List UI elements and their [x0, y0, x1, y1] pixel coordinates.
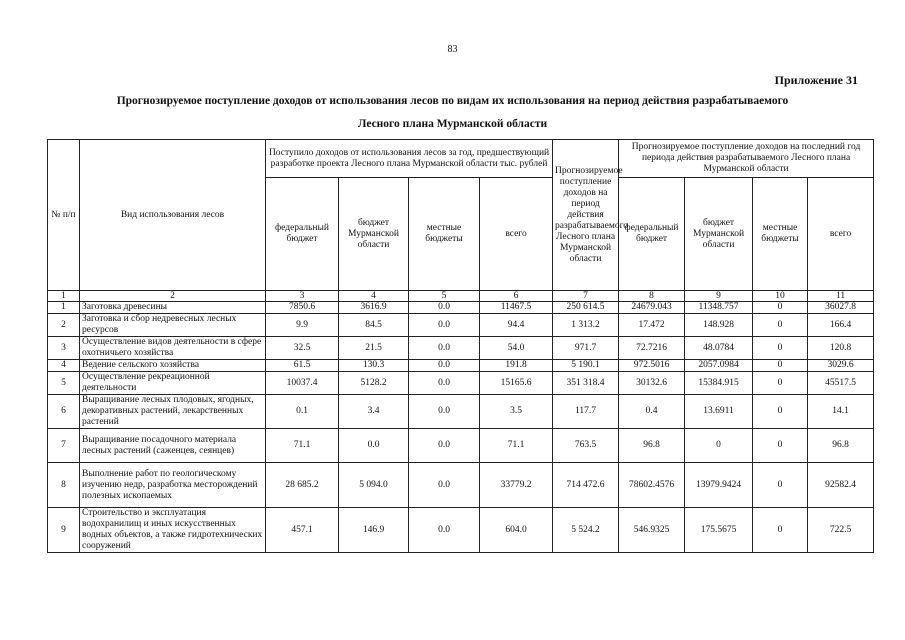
- row-name: Строительство и эксплуатация водохранилищ и иных искусственных водных объектов, а также гидротехнических сооружений: [80, 508, 266, 553]
- cell-value: 3.4: [339, 395, 409, 429]
- row-number: 7: [48, 429, 80, 463]
- cell-value: 120.8: [808, 337, 874, 360]
- cell-value: 0.0: [409, 463, 480, 508]
- table-row: [48, 395, 874, 429]
- column-number: 11: [808, 291, 874, 302]
- cell-value: 30132.6: [619, 372, 685, 395]
- cell-value: 33779.2: [480, 463, 553, 508]
- cell-value: 71.1: [480, 429, 553, 463]
- cell-value: 0.0: [409, 337, 480, 360]
- cell-value: 0.0: [339, 429, 409, 463]
- cell-value: 21.5: [339, 337, 409, 360]
- cell-value: 148.928: [685, 314, 753, 337]
- cell-value: 1 313.2: [553, 314, 619, 337]
- cell-value: 32.5: [266, 337, 339, 360]
- cell-value: 0: [753, 395, 808, 429]
- column-number: 10: [753, 291, 808, 302]
- cell-value: 175.5675: [685, 508, 753, 553]
- cell-value: 0: [753, 337, 808, 360]
- cell-value: 546.9325: [619, 508, 685, 553]
- row-name: Осуществление рекреационной деятельности: [80, 372, 266, 395]
- row-name: Заготовка древесины: [80, 302, 266, 314]
- row-number: 3: [48, 337, 80, 360]
- table-row: [48, 302, 874, 314]
- header-federal: федеральный бюджет: [266, 178, 339, 291]
- cell-value: 28 685.2: [266, 463, 339, 508]
- cell-value: 92582.4: [808, 463, 874, 508]
- table-row: [48, 508, 874, 553]
- cell-value: 78602.4576: [619, 463, 685, 508]
- cell-value: 351 318.4: [553, 372, 619, 395]
- cell-value: 714 472.6: [553, 463, 619, 508]
- cell-value: 722.5: [808, 508, 874, 553]
- page-number: 83: [447, 44, 458, 55]
- cell-value: 72.7216: [619, 337, 685, 360]
- cell-value: 48.0784: [685, 337, 753, 360]
- cell-value: 0: [753, 508, 808, 553]
- table-row: [48, 429, 874, 463]
- cell-value: 0: [685, 429, 753, 463]
- row-number: 2: [48, 314, 80, 337]
- income-forecast-table: [47, 139, 874, 553]
- cell-value: 457.1: [266, 508, 339, 553]
- cell-value: 0: [753, 429, 808, 463]
- row-name: Выполнение работ по геологическому изучению недр, разработка месторождений полезных ископаемых: [80, 463, 266, 508]
- cell-value: 13.6911: [685, 395, 753, 429]
- column-number: 7: [553, 291, 619, 302]
- header-total-last: всего: [808, 178, 874, 291]
- row-name: Ведение сельского хозяйства: [80, 360, 266, 372]
- cell-value: 5 190.1: [553, 360, 619, 372]
- cell-value: 15384.915: [685, 372, 753, 395]
- cell-value: 0.0: [409, 314, 480, 337]
- column-number: 4: [339, 291, 409, 302]
- cell-value: 24679.043: [619, 302, 685, 314]
- cell-value: 54.0: [480, 337, 553, 360]
- cell-value: 36027.8: [808, 302, 874, 314]
- column-number: 5: [409, 291, 480, 302]
- cell-value: 5 094.0: [339, 463, 409, 508]
- column-number: 9: [685, 291, 753, 302]
- cell-value: 9.9: [266, 314, 339, 337]
- cell-value: 0.0: [409, 395, 480, 429]
- header-total: всего: [480, 178, 553, 291]
- header-regional-last: бюджет Мурманской области: [685, 178, 753, 291]
- cell-value: 0: [753, 314, 808, 337]
- header-regional: бюджет Мурманской области: [339, 178, 409, 291]
- cell-value: 3029.6: [808, 360, 874, 372]
- cell-value: 146.9: [339, 508, 409, 553]
- cell-value: 972.5016: [619, 360, 685, 372]
- cell-value: 96.8: [808, 429, 874, 463]
- cell-value: 5 524.2: [553, 508, 619, 553]
- appendix-label: Приложение 31: [774, 73, 858, 87]
- table-row: [48, 463, 874, 508]
- header-local-last: местные бюджеты: [753, 178, 808, 291]
- cell-value: 0.0: [409, 372, 480, 395]
- cell-value: 0: [753, 302, 808, 314]
- table-row: [48, 360, 874, 372]
- header-local: местные бюджеты: [409, 178, 480, 291]
- cell-value: 2057.0984: [685, 360, 753, 372]
- row-name: Выращивание лесных плодовых, ягодных, декоративных растений, лекарственных растений: [80, 395, 266, 429]
- cell-value: 15165.6: [480, 372, 553, 395]
- cell-value: 0.0: [409, 302, 480, 314]
- row-name: Осуществление видов деятельности в сфере охотничьего хозяйства: [80, 337, 266, 360]
- cell-value: 0: [753, 372, 808, 395]
- document-subtitle: Лесного плана Мурманской области: [357, 118, 548, 130]
- cell-value: 94.4: [480, 314, 553, 337]
- cell-value: 0.4: [619, 395, 685, 429]
- row-number: 1: [48, 302, 80, 314]
- cell-value: 0.0: [409, 429, 480, 463]
- cell-value: 13979.9424: [685, 463, 753, 508]
- cell-value: 0.1: [266, 395, 339, 429]
- header-federal-last: федеральный бюджет: [619, 178, 685, 291]
- header-kind: Вид использования лесов: [80, 140, 266, 291]
- column-number: 8: [619, 291, 685, 302]
- cell-value: 71.1: [266, 429, 339, 463]
- cell-value: 3616.9: [339, 302, 409, 314]
- cell-value: 0.0: [409, 508, 480, 553]
- cell-value: 5128.2: [339, 372, 409, 395]
- header-forecast-total: Прогнозируемое поступление доходов на период действия разрабатываемого Лесного плана Мурманской области: [553, 140, 619, 291]
- column-number: 2: [80, 291, 266, 302]
- cell-value: 130.3: [339, 360, 409, 372]
- cell-value: 45517.5: [808, 372, 874, 395]
- cell-value: 11467.5: [480, 302, 553, 314]
- cell-value: 166.4: [808, 314, 874, 337]
- row-number: 6: [48, 395, 80, 429]
- cell-value: 250 614.5: [553, 302, 619, 314]
- cell-value: 604.0: [480, 508, 553, 553]
- cell-value: 0: [753, 360, 808, 372]
- cell-value: 191.8: [480, 360, 553, 372]
- cell-value: 117.7: [553, 395, 619, 429]
- header-group-last-year: Прогнозируемое поступление доходов на последний год периода действия разрабатываемого Лесного плана Мурманской области: [619, 140, 874, 178]
- column-number: 1: [48, 291, 80, 302]
- row-number: 8: [48, 463, 80, 508]
- column-number: 6: [480, 291, 553, 302]
- cell-value: 763.5: [553, 429, 619, 463]
- row-name: Выращивание посадочного материала лесных растений (саженцев, сеянцев): [80, 429, 266, 463]
- table-row: [48, 372, 874, 395]
- cell-value: 84.5: [339, 314, 409, 337]
- document-title: Прогнозируемое поступление доходов от использования лесов по видам их использования на период действия разрабатываемого: [116, 95, 789, 107]
- cell-value: 17.472: [619, 314, 685, 337]
- table-row: [48, 337, 874, 360]
- table-row: [48, 314, 874, 337]
- cell-value: 971.7: [553, 337, 619, 360]
- row-number: 9: [48, 508, 80, 553]
- cell-value: 61.5: [266, 360, 339, 372]
- row-number: 5: [48, 372, 80, 395]
- column-number: 3: [266, 291, 339, 302]
- cell-value: 7850.6: [266, 302, 339, 314]
- column-number-row: [48, 291, 874, 302]
- row-number: 4: [48, 360, 80, 372]
- header-number: № п/п: [48, 140, 80, 291]
- cell-value: 14.1: [808, 395, 874, 429]
- cell-value: 10037.4: [266, 372, 339, 395]
- header-group-previous-year: Поступило доходов от использования лесов за год, предшествующий разработке проекта Лесного плана Мурманской области тыс. рублей: [266, 140, 553, 178]
- row-name: Заготовка и сбор недревесных лесных ресурсов: [80, 314, 266, 337]
- cell-value: 3.5: [480, 395, 553, 429]
- cell-value: 96.8: [619, 429, 685, 463]
- cell-value: 0.0: [409, 360, 480, 372]
- table-body: [48, 302, 874, 553]
- cell-value: 0: [753, 463, 808, 508]
- cell-value: 11348.757: [685, 302, 753, 314]
